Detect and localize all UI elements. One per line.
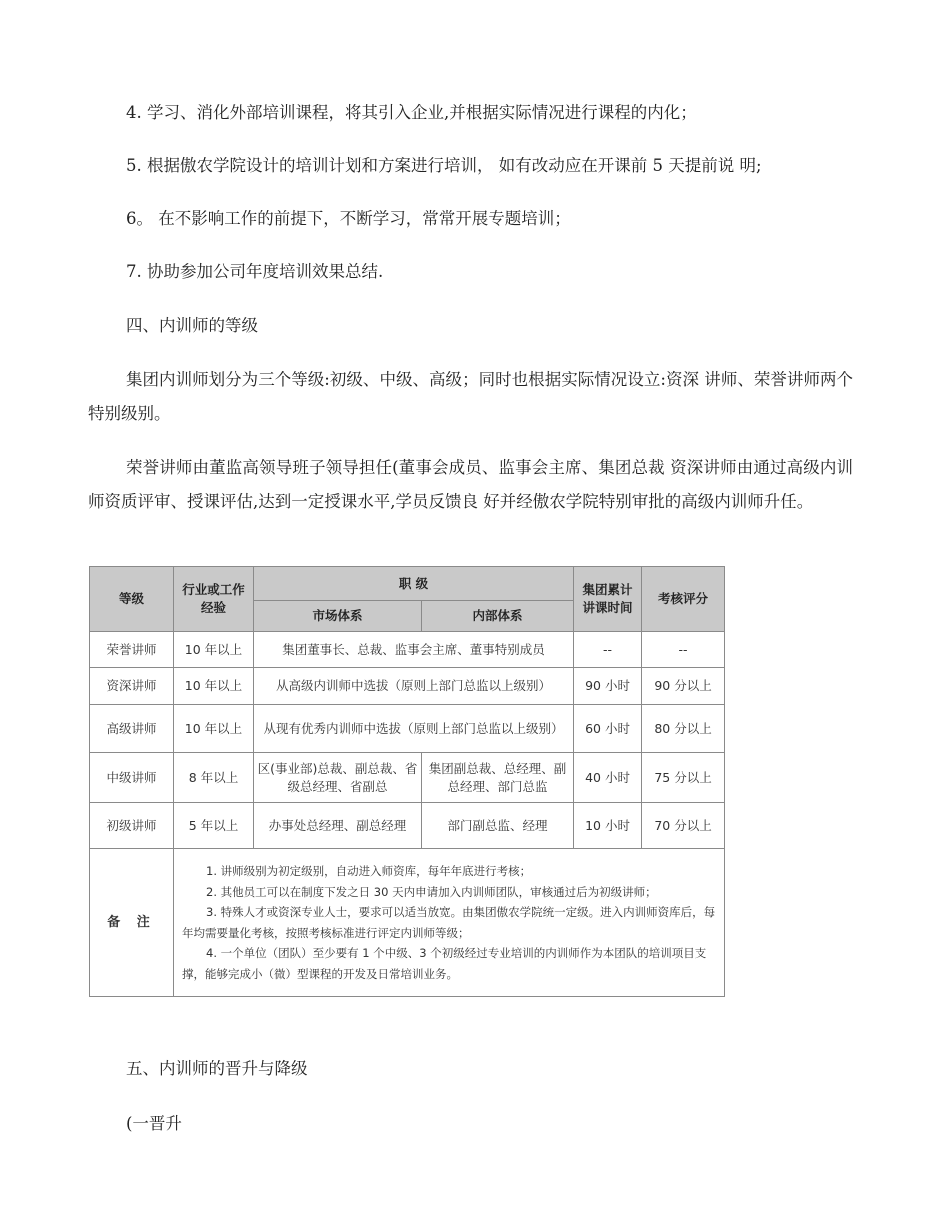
cell-score: 90 分以上 bbox=[642, 668, 725, 705]
cell-grade: 荣誉讲师 bbox=[90, 632, 174, 668]
table-row-remarks bbox=[90, 849, 725, 997]
cell-hours: 60 小时 bbox=[574, 705, 642, 753]
table-row bbox=[90, 668, 725, 705]
cell-grade: 高级讲师 bbox=[90, 705, 174, 753]
cell-market: 办事处总经理、副总经理 bbox=[254, 803, 422, 849]
cell-score: 70 分以上 bbox=[642, 803, 725, 849]
grade-table-figure bbox=[89, 566, 724, 997]
table-row bbox=[90, 753, 725, 803]
list-item-6: 6。 在不影响工作的前提下，不断学习，常常开展专题培训； bbox=[126, 209, 571, 228]
cell-position: 从高级内训师中选拔（原则上部门总监以上级别） bbox=[254, 668, 574, 705]
remark-item: 2. 其他员工可以在制度下发之日 30 天内申请加入内训师团队，审核通过后为初级讲师； bbox=[206, 884, 657, 899]
header-hours: 集团累计讲课时间 bbox=[574, 567, 642, 632]
cell-hours: 10 小时 bbox=[574, 803, 642, 849]
cell-exp: 8 年以上 bbox=[174, 753, 254, 803]
cell-hours: -- bbox=[574, 632, 642, 668]
header-market: 市场体系 bbox=[254, 601, 422, 632]
remark-item: 3. 特殊人才或资深专业人士，要求可以适当放宽。由集团傲农学院统一定级。进入内训师资库后，每年均需要量化考核，按照考核标准进行评定内训师等级； bbox=[182, 905, 716, 940]
header-experience: 行业或工作经验 bbox=[174, 567, 254, 632]
cell-exp: 10 年以上 bbox=[174, 668, 254, 705]
table-row bbox=[90, 632, 725, 668]
remark-item: 1. 讲师级别为初定级别，自动进入师资库，每年年底进行考核； bbox=[206, 864, 532, 878]
subsection-heading: (一晋升 bbox=[126, 1114, 182, 1133]
cell-grade: 资深讲师 bbox=[90, 668, 174, 705]
grade-table bbox=[89, 566, 725, 997]
remark-item: 4. 一个单位（团队）至少要有 1 个中级、3 个初级经过专业培训的内训师作为本团队的培训项目支撑，能够完成小（微）型课程的开发及日常培训业务。 bbox=[182, 946, 707, 981]
section-heading-4: 四、内训师的等级 bbox=[126, 316, 258, 335]
cell-exp: 10 年以上 bbox=[174, 705, 254, 753]
header-internal: 内部体系 bbox=[422, 601, 574, 632]
paragraph-levels: 集团内训师划分为三个等级:初级、中级、高级；同时也根据实际情况设立:资深 讲师、荣誉讲师两个特别级别。 bbox=[88, 370, 853, 423]
cell-exp: 5 年以上 bbox=[174, 803, 254, 849]
cell-position: 集团董事长、总裁、监事会主席、董事特别成员 bbox=[254, 632, 574, 668]
cell-score: 80 分以上 bbox=[642, 705, 725, 753]
cell-internal: 集团副总裁、总经理、副总经理、部门总监 bbox=[422, 753, 574, 803]
cell-market: 区(事业部)总裁、副总裁、省级总经理、省副总 bbox=[254, 753, 422, 803]
cell-position: 从现有优秀内训师中选拔（原则上部门总监以上级别） bbox=[254, 705, 574, 753]
list-item-5: 5. 根据傲农学院设计的培训计划和方案进行培训， 如有改动应在开课前 5 天提前说 明; bbox=[126, 156, 762, 175]
list-item-7: 7. 协助参加公司年度培训效果总结. bbox=[126, 262, 384, 281]
remarks-label: 备 注 bbox=[90, 849, 174, 997]
header-position: 职 级 bbox=[254, 567, 574, 601]
remarks-content bbox=[174, 849, 725, 997]
cell-hours: 90 小时 bbox=[574, 668, 642, 705]
table-row bbox=[90, 705, 725, 753]
cell-grade: 中级讲师 bbox=[90, 753, 174, 803]
cell-hours: 40 小时 bbox=[574, 753, 642, 803]
table-row bbox=[90, 803, 725, 849]
cell-grade: 初级讲师 bbox=[90, 803, 174, 849]
paragraph-honorary: 荣誉讲师由董监高领导班子领导担任(董事会成员、监事会主席、集团总裁 资深讲师由通过高级内训师资质评审、授课评估,达到一定授课水平,学员反馈良 好并经傲农学院特别审批的高级内训师升任。 bbox=[88, 458, 853, 511]
cell-exp: 10 年以上 bbox=[174, 632, 254, 668]
list-item-4: 4. 学习、消化外部培训课程，将其引入企业,并根据实际情况进行课程的内化； bbox=[126, 103, 697, 122]
cell-score: -- bbox=[642, 632, 725, 668]
cell-internal: 部门副总监、经理 bbox=[422, 803, 574, 849]
section-heading-5: 五、内训师的晋升与降级 bbox=[126, 1059, 308, 1078]
header-grade: 等级 bbox=[90, 567, 174, 632]
header-score: 考核评分 bbox=[642, 567, 725, 632]
cell-score: 75 分以上 bbox=[642, 753, 725, 803]
